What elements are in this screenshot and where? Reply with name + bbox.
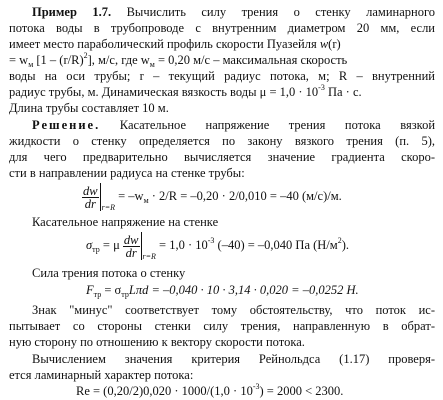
equation-wall-stress: $\sigma_{тр} = \mu$ $\frac{dw}{dr}$ $_{r=R} = 1,0 \cdot 10^{-3}$ (–40) = –0,040 Па $(Н/м^2)$. [86, 232, 349, 261]
solution-line-1: Решение. Касательное напряжение трения потока вязкой [32, 118, 435, 132]
example-line-4: = $w_м$ $[1 - (r/R)^2]$, м/с, где $w_м = 0,20$ м/с – максимальная скорость [9, 51, 348, 69]
example-line-2: потока воды в трубопроводе с внутренним диаметром 20 мм, если [9, 21, 435, 35]
example-label: Пример 1.7. [32, 5, 112, 19]
fraction-dw-dr-2: $\frac{dw}{dr}$ [123, 232, 139, 260]
evaluation-bar [100, 183, 101, 211]
text-wall-stress: Касательное напряжение на стенке [32, 215, 219, 229]
example-line-3: имеет место параболический профиль скорости Пуазейля w(r) [9, 37, 341, 51]
minus-line-3: ную сторону по отношению к вектору скорости потока. [9, 335, 305, 349]
equation-friction-force: $F_{тр} = \sigma_{тр}L\pi d = -0,040 \cdot 10 \cdot 3,14 \cdot 0,020 = -0,0252$ Н. [86, 283, 359, 299]
solution-label: Решение. [32, 118, 101, 132]
text-friction-force: Сила трения потока о стенку [32, 266, 186, 280]
minus-line-2: пытывает со стороны стенки силу трения, направленную в обрат- [9, 319, 435, 333]
minus-line-1: Знак "минус" соответствует тому обстоятельству, что поток ис- [32, 303, 435, 317]
fraction-dw-dr: $\frac{dw}{dr}$ [83, 183, 98, 211]
equation-reynolds: $Re = (0,20/2)0,020 \cdot 1000/(1,0 \cdot 10^{-3}) = 2000 < 2300$. [76, 382, 344, 398]
solution-line-2: жидкости о стенку определяется по закону вязкого трения (п. 5), [9, 134, 435, 148]
evaluation-bar-2 [141, 232, 142, 260]
reynolds-line-1: Вычислением значения критерия Рейнольдса (1.17) проверя- [32, 352, 435, 366]
reynolds-line-2: ется ламинарный характер потока: [9, 368, 194, 382]
example-line-7: Длина трубы составляет 10 м. [9, 101, 169, 115]
example-line-1: Пример 1.7. Вычислить силу трения о стенку ламинарного [32, 5, 435, 19]
example-line-5: воды на оси трубы; r – текущий радиус потока, м; R – внутренний [9, 69, 435, 83]
solution-line-4: сти в направлении радиуса на стенке трубы: [9, 166, 245, 180]
equation-velocity-gradient: $\frac{dw}{dr}$ $_{r=R} = -w_м \cdot 2/R = -0,20 \cdot 2/0,010 = -40$ (м/с)/м. [83, 183, 342, 212]
example-line-6: радиус трубы, м. Динамическая вязкость воды $\mu = 1,0 \cdot 10^{-3}$ Па · с. [9, 83, 362, 99]
solution-line-3: для чего предварительно вычисляется значение градиента скоро- [9, 150, 435, 164]
